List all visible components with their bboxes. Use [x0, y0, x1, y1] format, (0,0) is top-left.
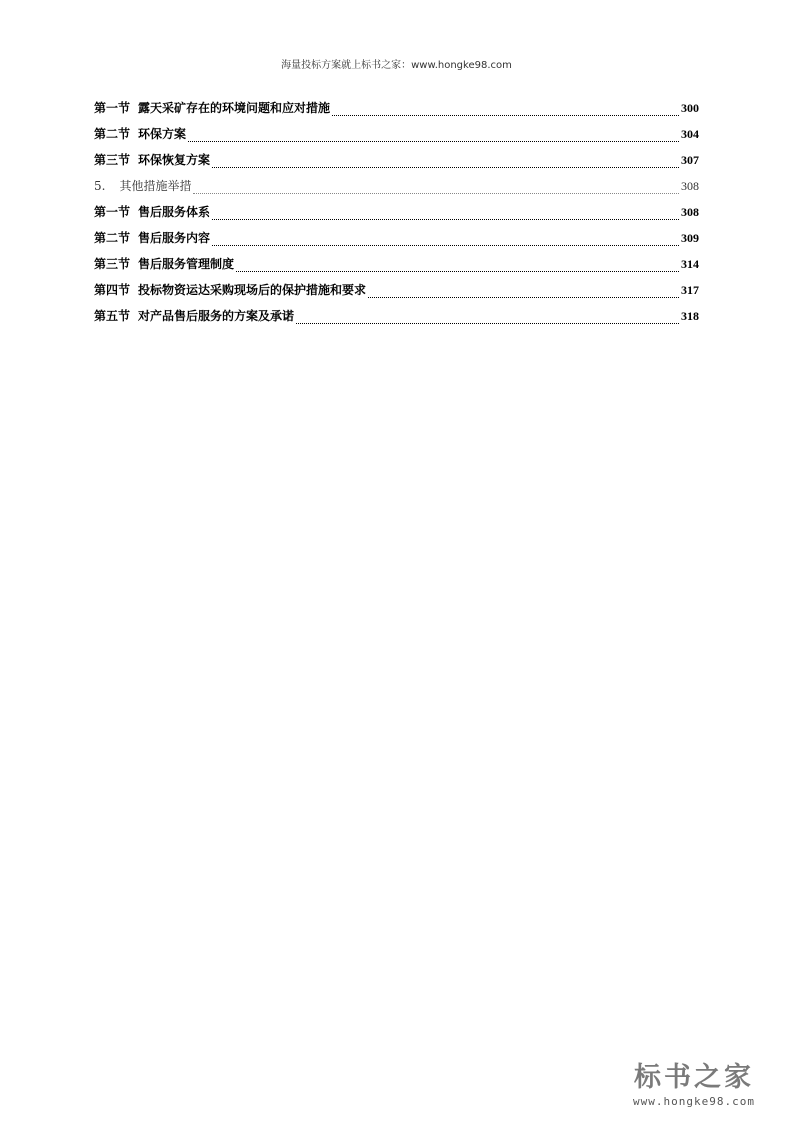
- toc-title: 投标物资运达采购现场后的保护措施和要求: [138, 283, 367, 297]
- toc-entry[interactable]: [94, 125, 699, 151]
- toc-leader-dots: [212, 218, 679, 220]
- toc-title: 其他措施举措: [119, 179, 192, 193]
- table-of-contents: [94, 99, 699, 333]
- toc-title: 对产品售后服务的方案及承诺: [138, 309, 295, 323]
- toc-leader-dots: [188, 140, 679, 142]
- toc-page-number: 318: [681, 309, 699, 323]
- toc-page-number: 308: [681, 205, 699, 219]
- toc-title: 售后服务内容: [138, 231, 211, 245]
- toc-leader-dots: [212, 244, 679, 246]
- toc-page-number: 314: [681, 257, 699, 271]
- toc-section-number: 5.: [94, 179, 106, 193]
- toc-leader-dots: [296, 322, 679, 324]
- page-header: 海量投标方案就上标书之家：www.hongke98.com: [281, 60, 512, 71]
- toc-entry[interactable]: [94, 203, 699, 229]
- toc-page-number: 317: [681, 283, 699, 297]
- toc-section-number: 第二节: [94, 127, 131, 141]
- toc-title: 环保方案: [138, 127, 187, 141]
- toc-title: 环保恢复方案: [138, 153, 211, 167]
- toc-entry[interactable]: [94, 229, 699, 255]
- toc-leader-dots: [212, 166, 679, 168]
- toc-entry[interactable]: [94, 177, 699, 203]
- toc-section-number: 第三节: [94, 257, 131, 271]
- toc-section-number: 第四节: [94, 283, 131, 297]
- toc-entry[interactable]: [94, 99, 699, 125]
- toc-title: 售后服务管理制度: [138, 257, 235, 271]
- toc-section-number: 第二节: [94, 231, 131, 245]
- toc-title: 售后服务体系: [138, 205, 211, 219]
- toc-leader-dots: [332, 114, 679, 116]
- toc-page-number: 308: [681, 179, 699, 193]
- toc-entry[interactable]: [94, 151, 699, 177]
- toc-title: 露天采矿存在的环境问题和应对措施: [138, 101, 331, 115]
- toc-section-number: 第一节: [94, 101, 131, 115]
- toc-leader-dots: [368, 296, 679, 298]
- toc-leader-dots: [236, 270, 679, 272]
- toc-leader-dots: [193, 192, 679, 194]
- toc-entry[interactable]: [94, 307, 699, 333]
- toc-section-number: 第三节: [94, 153, 131, 167]
- toc-section-number: 第一节: [94, 205, 131, 219]
- logo-mark: 标书之家: [634, 1062, 754, 1093]
- toc-entry[interactable]: [94, 281, 699, 307]
- logo-url: www.hongke98.com: [633, 1095, 755, 1108]
- toc-entry[interactable]: [94, 255, 699, 281]
- watermark-logo: [619, 1063, 769, 1108]
- toc-page-number: 307: [681, 153, 699, 167]
- toc-section-number: 第五节: [94, 309, 131, 323]
- toc-page-number: 300: [681, 101, 699, 115]
- toc-page-number: 309: [681, 231, 699, 245]
- toc-page-number: 304: [681, 127, 699, 141]
